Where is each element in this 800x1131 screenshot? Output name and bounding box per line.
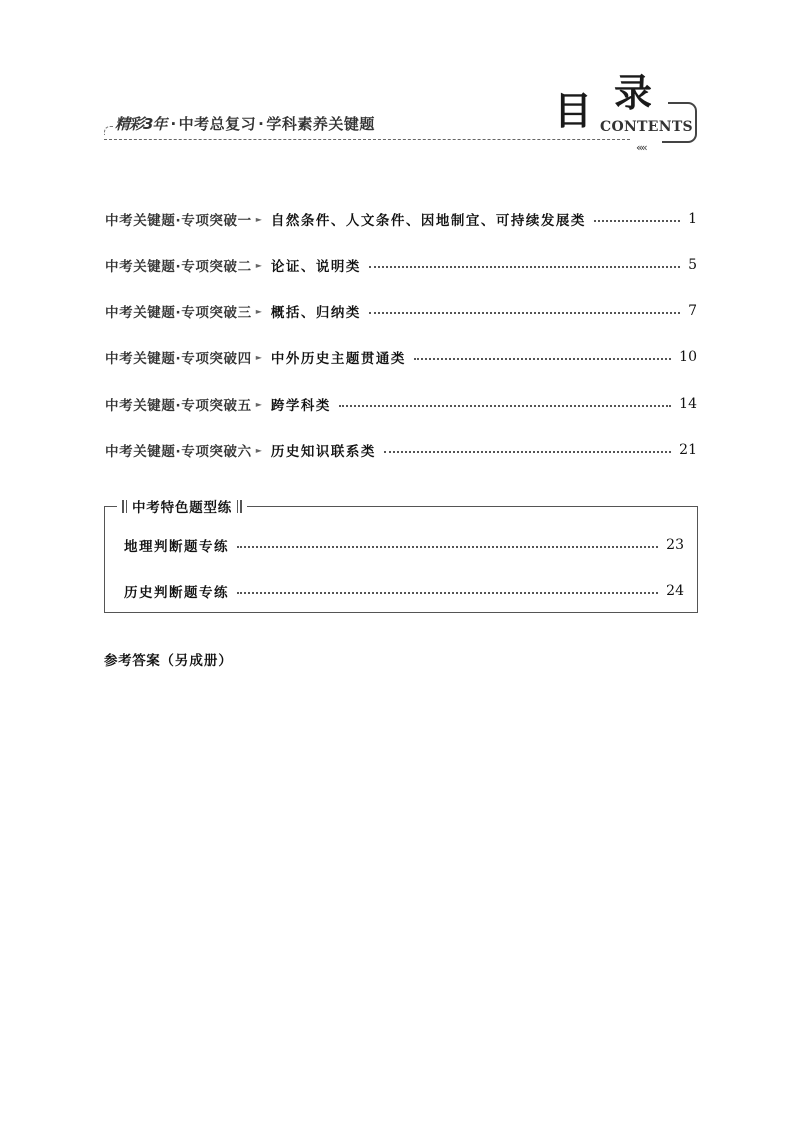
toc-topic: 跨学科类 (270, 398, 331, 414)
toc-page-number: 5 (688, 257, 697, 273)
toc-row[interactable] (105, 439, 697, 461)
separator-dot: · (258, 115, 265, 133)
tag-bar-icon (122, 500, 124, 513)
tag-bar-icon (240, 500, 242, 513)
tag-bar-icon (237, 500, 238, 513)
series-brand: 精彩3年 (115, 115, 167, 133)
toc-topic: 历史判断题专练 (124, 585, 229, 601)
special-section-title: 中考特色题型练 (132, 500, 233, 516)
separator-dot: · (170, 115, 177, 133)
series-name: 中考总复习 (178, 115, 257, 133)
series-title (115, 113, 375, 134)
toc-page-number: 7 (688, 303, 697, 319)
toc-label: 中考关键题·专项突破五 (105, 398, 252, 414)
dot-leader (369, 266, 680, 268)
toc-label: 中考关键题·专项突破六 (105, 444, 252, 460)
dot-leader (384, 451, 671, 453)
page-header (0, 0, 800, 160)
toc-page-number: 23 (666, 537, 684, 553)
toc-topic: 中外历史主题贯通类 (270, 351, 406, 367)
toc-row[interactable] (105, 300, 697, 322)
toc-page-number: 10 (679, 349, 697, 365)
toc-row[interactable] (105, 254, 697, 276)
answer-key-label: 参考答案 (104, 653, 161, 669)
toc-page-number: 1 (688, 211, 697, 227)
dot-leader (414, 358, 671, 360)
toc-row[interactable] (105, 208, 697, 230)
header-rule-cap (104, 126, 113, 135)
dot-leader (339, 405, 671, 407)
toc-page-number: 21 (679, 442, 697, 458)
toc-topic: 论证、说明类 (270, 259, 361, 275)
arrow-right-icon: ► (255, 399, 262, 409)
contents-frame-gap (660, 100, 668, 106)
dot-leader (594, 220, 680, 222)
header-dashed-rule (104, 139, 630, 140)
toc-topic: 地理判断题专练 (124, 539, 229, 555)
dot-leader (237, 546, 658, 548)
answer-key-note (104, 649, 233, 669)
title-char-mu: 目 (554, 89, 593, 133)
dot-leader (369, 312, 680, 314)
tag-bar-icon (126, 500, 127, 513)
toc-topic: 历史知识联系类 (270, 444, 376, 460)
toc-topic: 概括、归纳类 (270, 305, 361, 321)
arrow-right-icon: ► (255, 306, 262, 316)
answer-key-remark: （另成册） (160, 653, 233, 669)
dot-leader (237, 592, 658, 594)
toc-topic: 自然条件、人文条件、因地制宜、可持续发展类 (270, 213, 586, 229)
chevron-left-icon: ‹‹‹‹ (636, 141, 646, 154)
toc-page-number: 14 (679, 396, 697, 412)
toc-page-number: 24 (666, 583, 684, 599)
toc-label: 中考关键题·专项突破三 (105, 305, 252, 321)
toc-label: 中考关键题·专项突破一 (105, 213, 252, 229)
arrow-right-icon: ► (255, 214, 262, 224)
special-section-tag (117, 497, 247, 515)
toc-label: 中考关键题·专项突破四 (105, 351, 252, 367)
contents-label: CONTENTS (600, 119, 693, 135)
title-char-lu: 录 (614, 71, 653, 115)
toc-row[interactable] (124, 534, 684, 556)
toc-row[interactable] (105, 393, 697, 415)
toc-row[interactable] (105, 346, 697, 368)
toc-label: 中考关键题·专项突破二 (105, 259, 252, 275)
arrow-right-icon: ► (255, 445, 262, 455)
toc-row[interactable] (124, 580, 684, 602)
arrow-right-icon: ► (255, 352, 262, 362)
arrow-right-icon: ► (255, 260, 262, 270)
series-subtitle: 学科素养关键题 (266, 115, 375, 133)
